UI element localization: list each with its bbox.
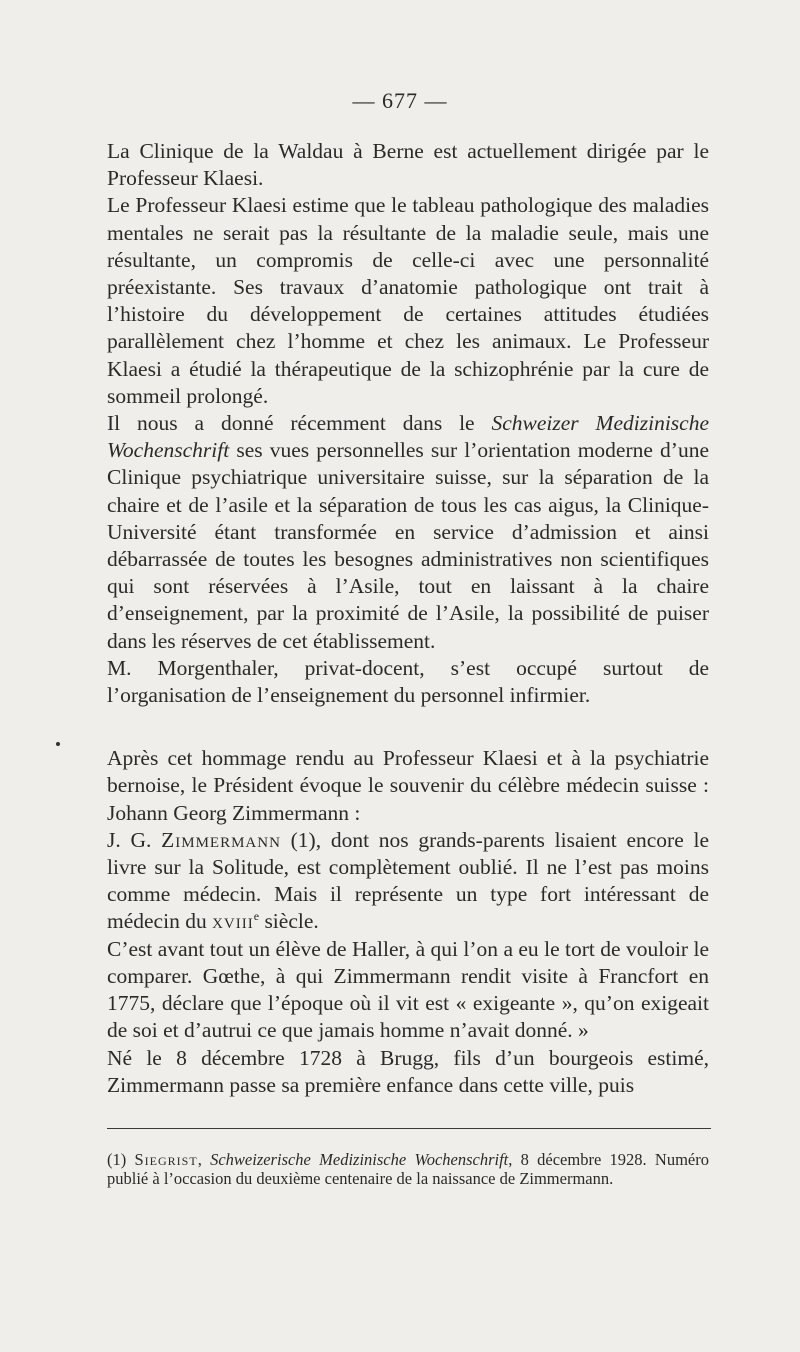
- footnote-1: [107, 1150, 709, 1188]
- footnote-author: Siegrist: [134, 1150, 198, 1169]
- margin-mark: [56, 742, 60, 746]
- section-gap: [107, 709, 709, 745]
- body-text: [107, 138, 709, 1099]
- paragraph-4: M. Morgenthaler, privat-docent, s’est occupé surtout de l’organisation de l’enseignement du personnel infirmier.: [107, 655, 709, 708]
- century-superscript: e: [253, 909, 260, 924]
- paragraph-3-text-a: Il nous a donné récemment dans le: [107, 411, 492, 436]
- journal-title: Schweizer Medizinische Wochenschrift: [107, 411, 709, 463]
- footnote-sep: ,: [197, 1150, 211, 1169]
- page-number: — 677 —: [352, 88, 448, 113]
- paragraph-3-text-b: ses vues personnelles sur l’orientation moderne d’une Clinique psychiatrique universitaire suisse, sur la séparation de la chaire et de l’asile et la séparation de tous les cas aigus, la Clinique-Université étant transformée en service d’admission et ainsi débarrassée de toutes les besognes administratives non scientifiques qui sont réservées à l’Asile, tout en laissant à la chaire d’enseignement, par la proximité de l’Asile, la possibilité de puiser dans les réserves de cet établissement.: [107, 438, 709, 653]
- footnote-rest: , 8 décembre 1928. Numéro publié à l’occasion du deuxième centenaire de la naissance de Zimmermann.: [107, 1150, 709, 1188]
- paragraph-6: [107, 827, 709, 936]
- paragraph-3: [107, 410, 709, 655]
- paragraph-6-text: (1), dont nos grands-parents lisaient encore le livre sur la Solitude, est complètement oublié. Il ne l’est pas moins comme médecin. Mais il représente un type fort intéressant de médecin du: [107, 827, 710, 934]
- paragraph-7: C’est avant tout un élève de Haller, à qui l’on a eu le tort de vouloir le comparer. Gœthe, à qui Zimmermann rendit visite à Francfort en 1775, déclare que l’époque où il vit est « exigeante », qu’on exigeait de soi et d’autrui ce que jamais homme n’avait donné. »: [107, 936, 709, 1043]
- zimmermann-name: Zimmermann: [161, 827, 281, 852]
- footnote-journal: Schweizerische Medizinische Wochenschrift: [210, 1150, 509, 1169]
- century: xviii: [212, 909, 254, 934]
- footnote-marker: (1): [107, 1150, 135, 1169]
- paragraph-6-end: siècle.: [259, 909, 319, 934]
- paragraph-1: La Clinique de la Waldau à Berne est actuellement dirigée par le Professeur Klaesi.: [107, 139, 709, 191]
- paragraph-6-initials: J. G.: [107, 827, 162, 852]
- paragraph-8: Né le 8 décembre 1728 à Brugg, fils d’un bourgeois estimé, Zimmermann passe sa première enfance dans cette ville, puis: [107, 1045, 709, 1097]
- paragraph-5: Après cet hommage rendu au Professeur Klaesi et à la psychiatrie bernoise, le Président évoque le souvenir du célèbre médecin suisse : Johann Georg Zimmermann :: [107, 746, 709, 825]
- paragraph-2: Le Professeur Klaesi estime que le tableau pathologique des maladies mentales ne serait pas la résultante de la maladie seule, mais une résultante, un compromis de celle-ci avec une personnalité préexistante. Ses travaux d’anatomie pathologique ont trait à l’histoire du développement de certaines attitudes étudiées parallèlement chez l’homme et chez les animaux. Le Professeur Klaesi a étudié la thérapeutique de la schizophrénie par la cure de sommeil prolongé.: [107, 193, 709, 408]
- footnote: [107, 1150, 709, 1188]
- footnote-rule: [107, 1128, 711, 1129]
